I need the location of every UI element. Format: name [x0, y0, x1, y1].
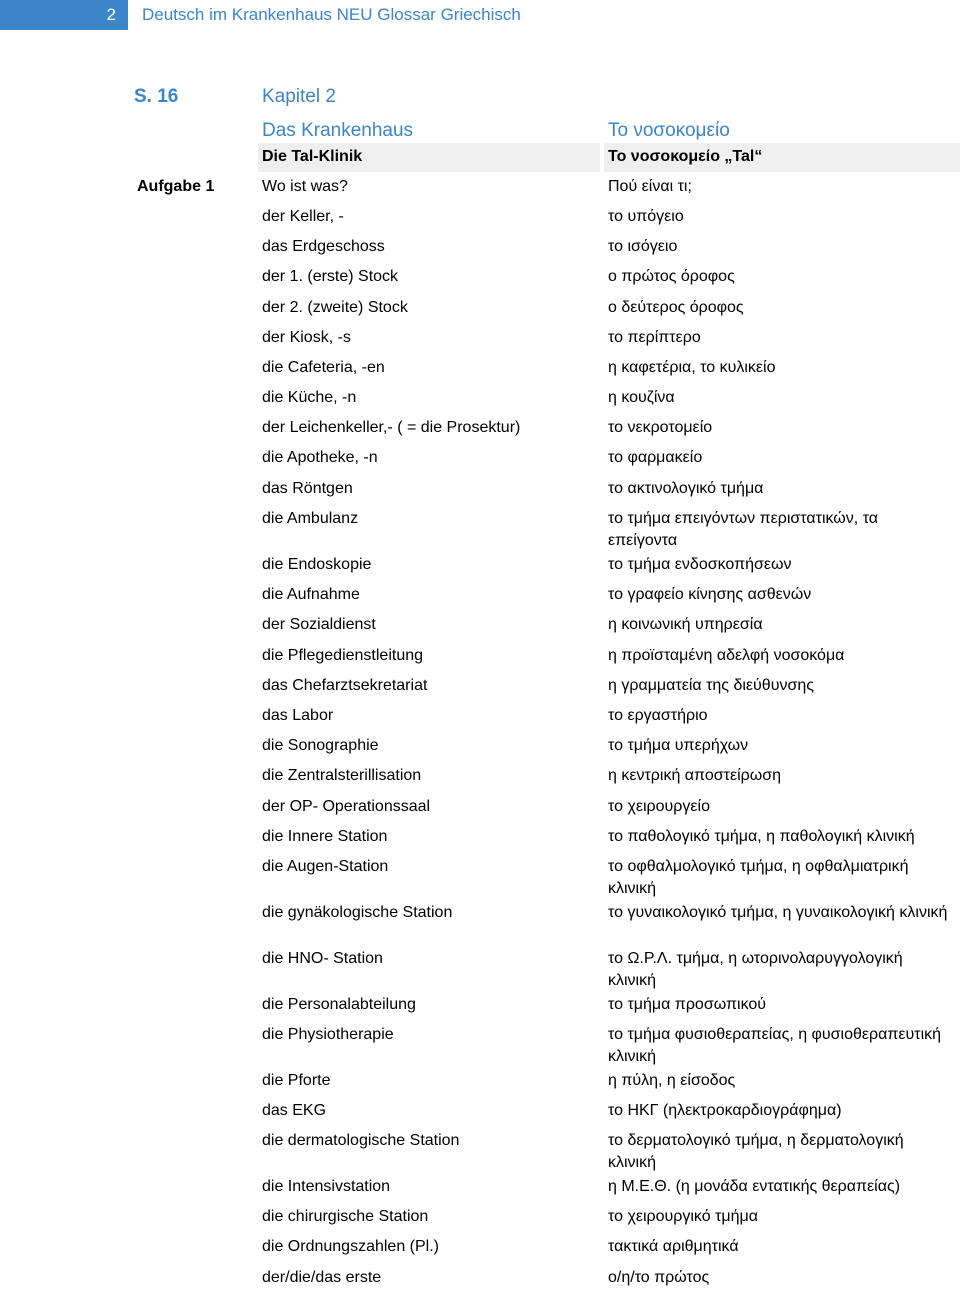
- page-number: 2: [0, 0, 128, 30]
- page-reference: S. 16: [134, 86, 179, 107]
- greek-term: το τμήμα υπερήχων: [608, 737, 749, 754]
- german-term: die chirurgische Station: [262, 1208, 429, 1225]
- greek-term: Πού είναι τι;: [608, 178, 692, 195]
- greek-term: το περίπτερο: [608, 329, 701, 346]
- german-term: der Sozialdienst: [262, 616, 376, 633]
- german-term: Wo ist was?: [262, 178, 348, 195]
- greek-term: το παθολογικό τμήμα, η παθολογική κλινική: [608, 828, 915, 845]
- german-term: die HNO- Station: [262, 950, 383, 967]
- german-term: das EKG: [262, 1102, 327, 1119]
- greek-term: η Μ.Ε.Θ. (η μονάδα εντατικής θεραπείας): [608, 1178, 901, 1195]
- german-term: der Kiosk, -s: [262, 329, 351, 346]
- greek-term: το εργαστήριο: [608, 707, 708, 724]
- greek-term: τακτικά αριθμητικά: [608, 1238, 739, 1255]
- greek-term: το ΗΚΓ (ηλεκτροκαρδιογράφημα): [608, 1102, 842, 1119]
- german-term: die Personalabteilung: [262, 996, 416, 1013]
- book-title: Deutsch im Krankenhaus NEU Glossar Griechisch: [142, 5, 521, 24]
- german-term: die Endoskopie: [262, 556, 372, 573]
- greek-term: το χειρουργείο: [608, 798, 710, 815]
- german-term: die Pflegedienstleitung: [262, 647, 424, 664]
- german-term: die Zentralsterillisation: [262, 767, 422, 784]
- subheading-row: [258, 143, 960, 172]
- greek-term: η κεντρική αποστείρωση: [608, 767, 782, 784]
- greek-term: η πύλη, η είσοδος: [608, 1072, 736, 1089]
- german-term: der Leichenkeller,- ( = die Prosektur): [262, 419, 521, 436]
- german-term: die gynäkologische Station: [262, 904, 453, 921]
- section-title-german: Das Krankenhaus: [262, 120, 414, 141]
- german-term: das Erdgeschoss: [262, 238, 385, 255]
- german-term: der 1. (erste) Stock: [262, 268, 399, 285]
- greek-term: η κουζίνα: [608, 389, 675, 406]
- subheading-greek: Το νοσοκομείο „Tal“: [604, 143, 960, 172]
- subheading-german: Die Tal-Klinik: [258, 143, 600, 172]
- greek-term: το τμήμα φυσιοθεραπείας, η φυσιοθεραπευτική κλινική: [608, 1026, 942, 1065]
- greek-term: το νεκροτομείο: [608, 419, 713, 436]
- greek-term: το τμήμα ενδοσκοπήσεων: [608, 556, 792, 573]
- page-header: [0, 0, 960, 30]
- greek-term: το τμήμα επειγόντων περιστατικών, τα επείγοντα: [608, 510, 879, 549]
- german-term: die Sonographie: [262, 737, 379, 754]
- german-term: die Aufnahme: [262, 586, 360, 603]
- chapter-title: Kapitel 2: [262, 86, 336, 107]
- german-term: die dermatologische Station: [262, 1132, 460, 1149]
- german-term: der Keller, -: [262, 208, 344, 225]
- german-term: der/die/das erste: [262, 1269, 382, 1286]
- german-term: die Innere Station: [262, 828, 388, 845]
- german-term: der OP- Operationssaal: [262, 798, 431, 815]
- german-term: die Intensivstation: [262, 1178, 391, 1195]
- greek-term: το τμήμα προσωπικού: [608, 996, 767, 1013]
- greek-term: το φαρμακείο: [608, 449, 703, 466]
- german-term: die Ordnungszahlen (Pl.): [262, 1238, 439, 1255]
- exercise-label: Aufgabe 1: [137, 178, 215, 195]
- german-term: das Röntgen: [262, 480, 353, 497]
- greek-term: το γυναικολογικό τμήμα, η γυναικολογική κλινική: [608, 904, 948, 921]
- greek-term: ο δεύτερος όροφος: [608, 299, 744, 316]
- greek-term: το γραφείο κίνησης ασθενών: [608, 586, 812, 603]
- greek-term: το χειρουργικό τμήμα: [608, 1208, 758, 1225]
- greek-term: ο/η/το πρώτος: [608, 1269, 710, 1286]
- greek-term: η γραμματεία της διεύθυνσης: [608, 677, 814, 694]
- greek-term: ο πρώτος όροφος: [608, 268, 735, 285]
- german-term: die Ambulanz: [262, 510, 359, 527]
- german-term: die Cafeteria, -en: [262, 359, 385, 376]
- german-term: der 2. (zweite) Stock: [262, 299, 408, 316]
- german-term: die Pforte: [262, 1072, 331, 1089]
- german-term: die Augen-Station: [262, 858, 389, 875]
- greek-term: η κοινωνική υπηρεσία: [608, 616, 763, 633]
- greek-term: το ισόγειο: [608, 238, 678, 255]
- greek-term: το οφθαλμολογικό τμήμα, η οφθαλμιατρική κλινική: [608, 858, 909, 897]
- german-term: das Labor: [262, 707, 334, 724]
- greek-term: η προϊσταμένη αδελφή νοσοκόμα: [608, 647, 845, 664]
- greek-term: το υπόγειο: [608, 208, 684, 225]
- german-term: die Apotheke, -n: [262, 449, 378, 466]
- greek-term: το Ω.Ρ.Λ. τμήμα, η ωτορινολαρυγγολογική κλινική: [608, 950, 903, 989]
- german-term: die Physiotherapie: [262, 1026, 394, 1043]
- german-term: die Küche, -n: [262, 389, 357, 406]
- german-term: das Chefarztsekretariat: [262, 677, 428, 694]
- greek-term: το δερματολογικό τμήμα, η δερματολογική κλινική: [608, 1132, 904, 1171]
- section-title-greek: Το νοσοκομείο: [608, 120, 730, 141]
- greek-term: η καφετέρια, το κυλικείο: [608, 359, 776, 376]
- greek-term: το ακτινολογικό τμήμα: [608, 480, 764, 497]
